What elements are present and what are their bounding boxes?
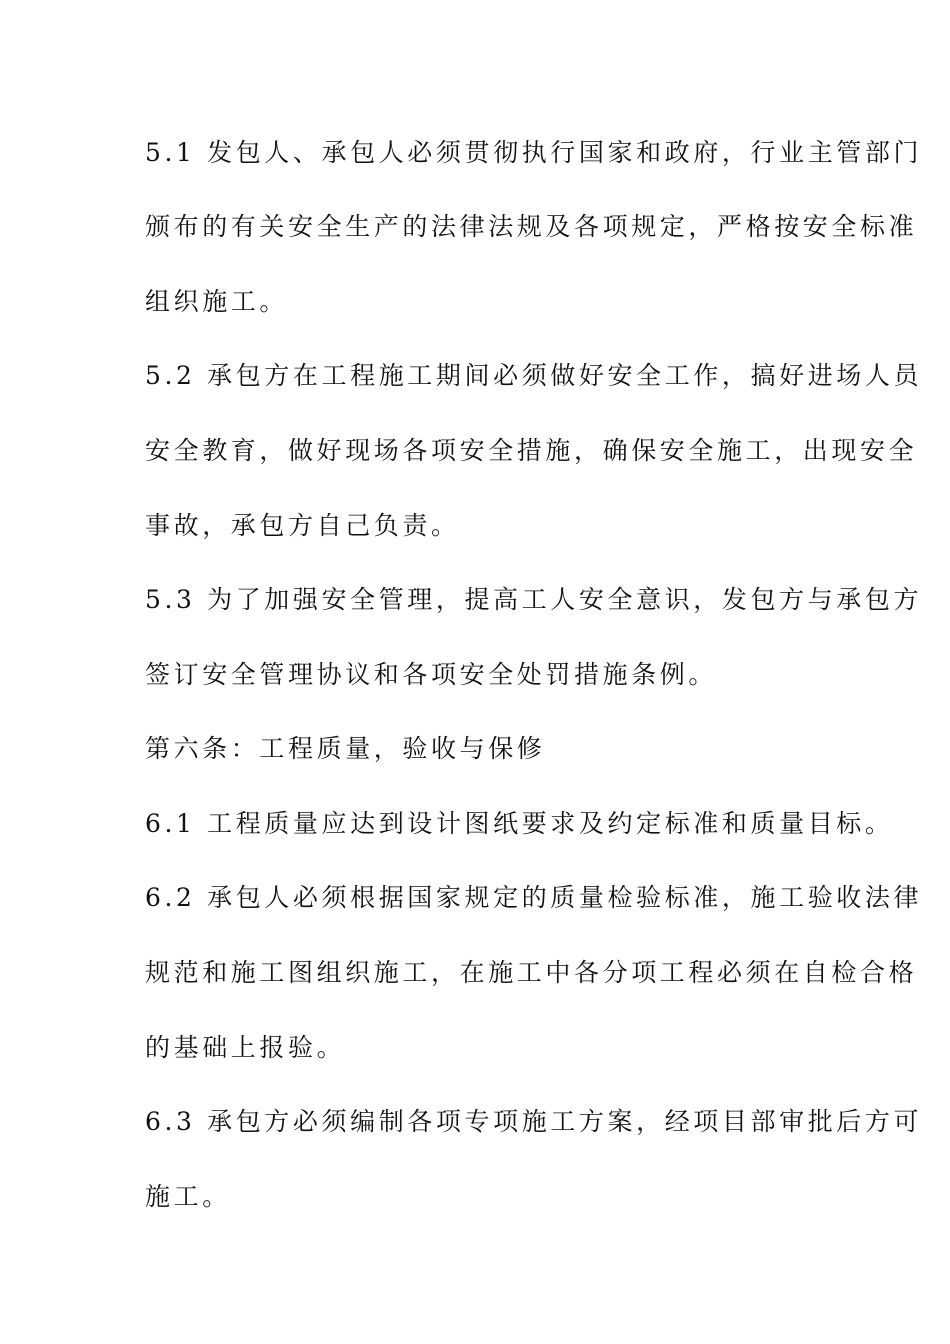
clause-5-3-line-1: 5.3 为了加强安全管理，提高工人安全意识，发包方与承包方: [145, 585, 923, 614]
clause-6-3-line-2: 施工。: [145, 1182, 231, 1211]
article-6-heading: 第六条：工程质量，验收与保修: [145, 734, 546, 763]
clause-6-3-line-1: 6.3 承包方必须编制各项专项施工方案，经项目部审批后方可: [145, 1107, 923, 1136]
clause-6-2-line-2: 规范和施工图组织施工，在施工中各分项工程必须在自检合格: [145, 958, 918, 987]
clause-5-2-line-1: 5.2 承包方在工程施工期间必须做好安全工作，搞好进场人员: [145, 361, 923, 390]
clause-5-2-line-2: 安全教育，做好现场各项安全措施，确保安全施工，出现安全: [145, 436, 918, 465]
clause-5-1-line-2: 颁布的有关安全生产的法律法规及各项规定，严格按安全标准: [145, 212, 918, 241]
clause-5-3-line-2: 签订安全管理协议和各项安全处罚措施条例。: [145, 660, 718, 689]
clause-5-1-line-3: 组织施工。: [145, 287, 289, 316]
clause-6-2-line-1: 6.2 承包人必须根据国家规定的质量检验标准，施工验收法律: [145, 883, 923, 912]
clause-5-1-line-1: 5.1 发包人、承包人必须贯彻执行国家和政府，行业主管部门: [145, 138, 923, 167]
clause-6-2-line-3: 的基础上报验。: [145, 1033, 346, 1062]
clause-5-2-line-3: 事故，承包方自己负责。: [145, 511, 460, 540]
clause-6-1-line-1: 6.1 工程质量应达到设计图纸要求及约定标准和质量目标。: [145, 809, 894, 838]
